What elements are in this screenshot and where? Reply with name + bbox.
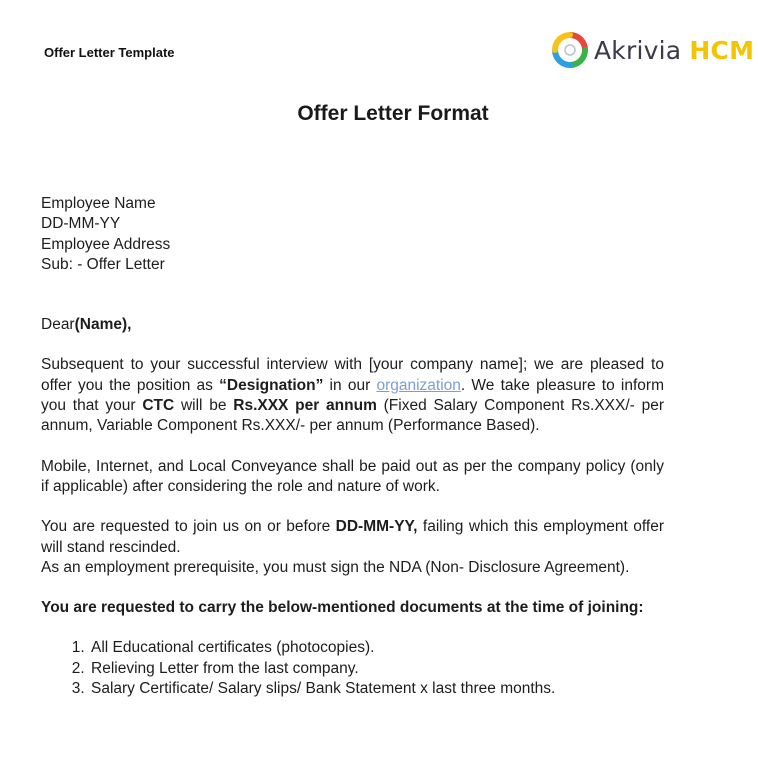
- organization-link[interactable]: organization: [376, 376, 461, 394]
- text-run: in our: [323, 376, 377, 394]
- allowances-paragraph: Mobile, Internet, and Local Conveyance shall be paid out as per the company policy (only if applicable) after considering the role and nature of work.: [41, 457, 664, 495]
- company-logo: [552, 32, 754, 68]
- logo-suffix: HCM: [689, 35, 755, 65]
- joining-date: DD-MM-YY,: [335, 518, 418, 536]
- page-title: Offer Letter Format: [297, 102, 489, 125]
- amount-text: Rs.XXX per annum: [233, 397, 377, 415]
- header-label: Offer Letter Template: [44, 45, 175, 60]
- employee-name: Employee Name: [41, 195, 156, 212]
- text-run: You are requested to join us on or before: [41, 518, 336, 536]
- letter-date: DD-MM-YY: [41, 215, 121, 233]
- letter-body: [41, 194, 664, 699]
- salutation-prefix: Dear: [41, 316, 75, 334]
- list-item: 3. Salary Certificate/ Salary slips/ Bank Statement x last three months.: [89, 679, 664, 699]
- list-item: 2. Relieving Letter from the last company.: [89, 659, 664, 679]
- salutation: [41, 315, 664, 335]
- text-run: will be: [174, 397, 234, 415]
- text-run: failing which this employment offer will stand rescinded.: [41, 518, 664, 556]
- logo-name: Akrivia: [594, 35, 682, 65]
- akrivia-logo-icon: [552, 32, 588, 68]
- joining-paragraph: [41, 517, 664, 558]
- logo-wordmark: [594, 36, 754, 65]
- text-run: . We take pleasure to inform you that your: [41, 376, 664, 415]
- list-item: 1. All Educational certificates (photocopies).: [89, 638, 664, 658]
- letter-subject: Sub: - Offer Letter: [41, 255, 165, 273]
- documents-heading: [41, 598, 664, 618]
- designation-text: “Designation”: [219, 376, 324, 394]
- salutation-name: (Name),: [74, 316, 132, 334]
- nda-paragraph: As an employment prerequisite, you must sign the NDA (Non- Disclosure Agreement).: [41, 558, 630, 576]
- text-run: Subsequent to your successful interview with [your company name]; we are pleased to offer you the position as: [41, 356, 664, 394]
- employee-address: Employee Address: [41, 235, 171, 253]
- documents-heading-text: You are requested to carry the below-mentioned documents at the time of joining:: [41, 599, 644, 617]
- offer-paragraph: [41, 355, 664, 436]
- documents-list: [41, 638, 664, 699]
- ctc-text: CTC: [142, 397, 175, 415]
- text-run: (Fixed Salary Component Rs.XXX/- per annum, Variable Component Rs.XXX/- per annum (Performance Based).: [41, 397, 664, 435]
